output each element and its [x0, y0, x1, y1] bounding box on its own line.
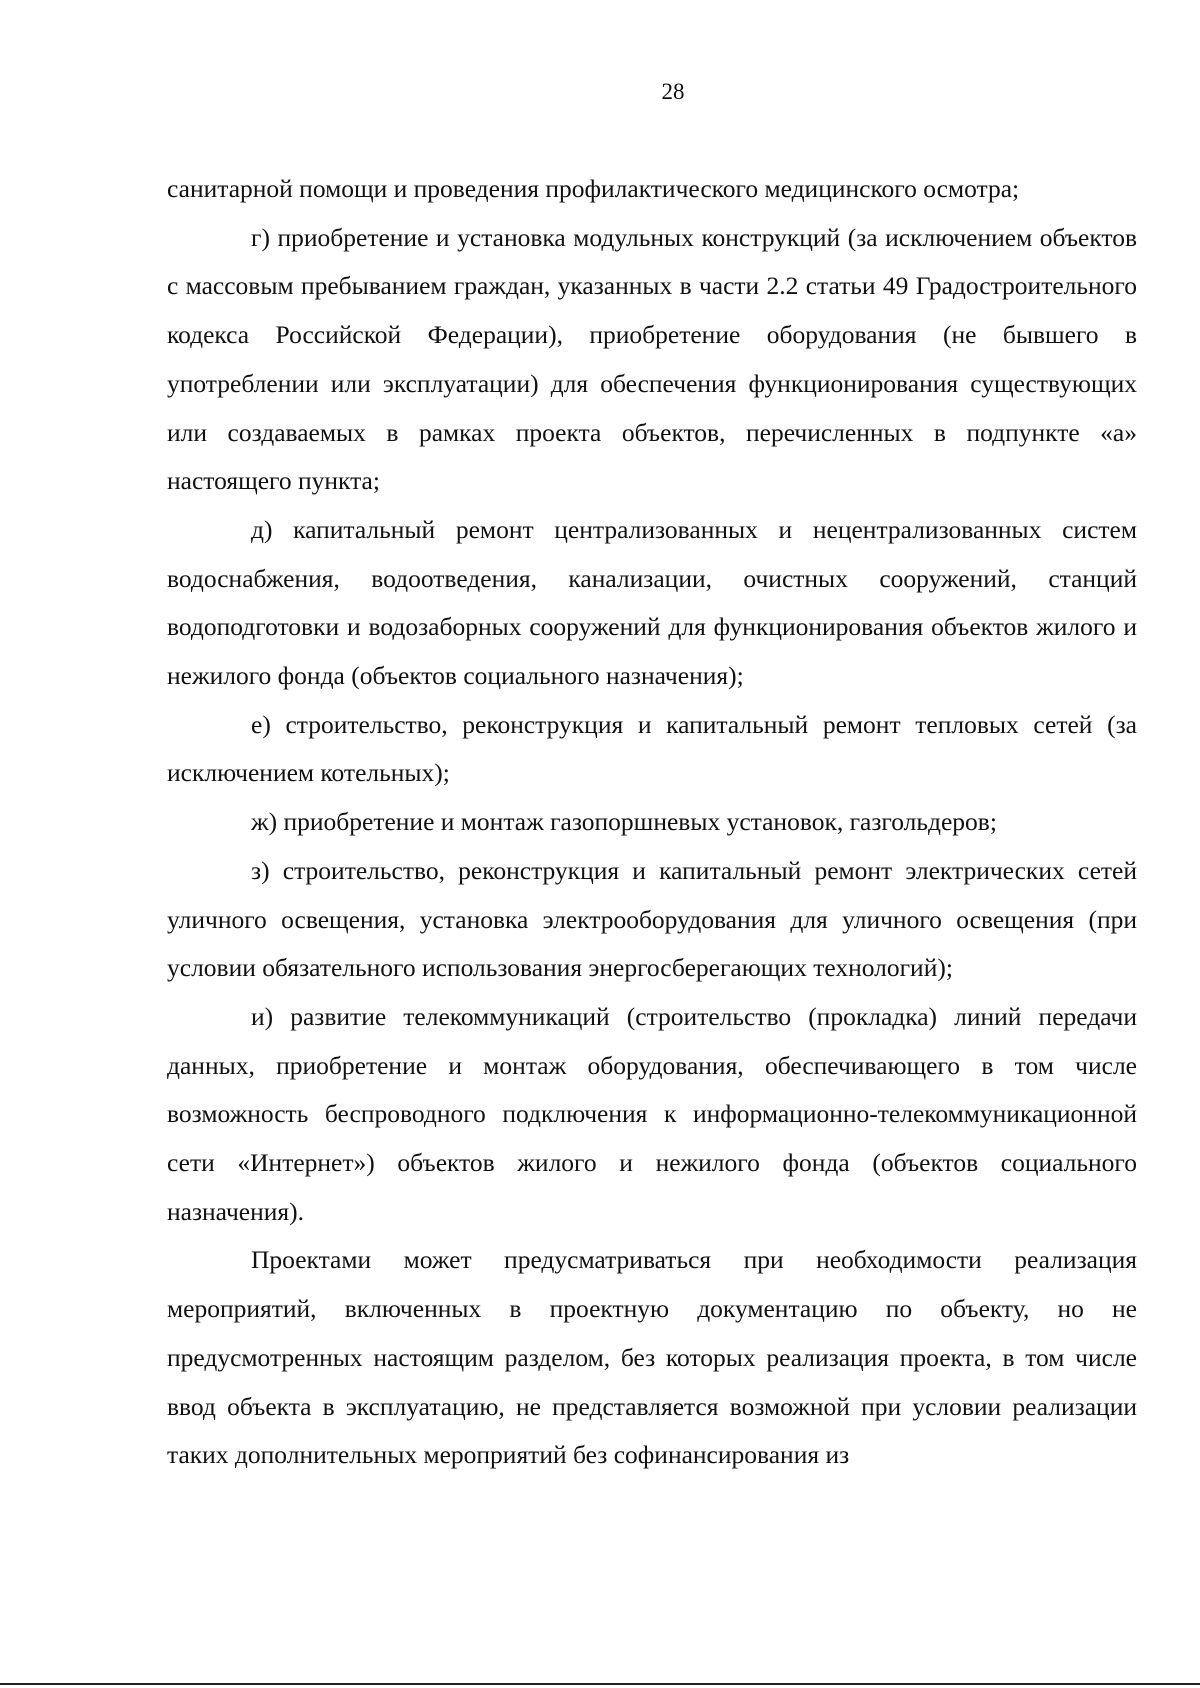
paragraph-item-g: г) приобретение и установка модульных конструкций (за исключением объектов с массовым пребыванием граждан, указанных в части 2.2 статьи 49 Градостроительного кодекса Российской Федерации), приобретение оборудования (не бывшего в употреблении или эксплуатации) для обеспечения функционирования существующих или создаваемых в рамках проекта объектов, перечисленных в подпункте «а» настоящего пункта; [167, 222, 1137, 496]
paragraph-item-zh: ж) приобретение и монтаж газопоршневых установок, газгольдеров; [251, 807, 997, 837]
paragraph-item-e: е) строительство, реконструкция и капитальный ремонт тепловых сетей (за исключением котельных); [167, 709, 1137, 788]
paragraph-item-i: и) развитие телекоммуникаций (строительство (прокладка) линий передачи данных, приобретение и монтаж оборудования, обеспечивающего в том числе возможность беспроводного подключения к информационно-телекоммуникационной сети «Интернет») объектов жилого и нежилого фонда (объектов социального назначения). [167, 1001, 1137, 1226]
paragraph-item-z: з) строительство, реконструкция и капитальный ремонт электрических сетей уличного освещения, установка электрооборудования для уличного освещения (при условии обязательного использования энергосберегающих технологий); [167, 855, 1137, 983]
document-body [167, 165, 1137, 1480]
paragraph-continuation: санитарной помощи и проведения профилактического медицинского осмотра; [167, 174, 1020, 203]
paragraph-projects: Проектами может предусматриваться при необходимости реализация мероприятий, включенных в проектную документацию по объекту, но не предусмотренных настоящим разделом, без которых реализация проекта, в том числе ввод объекта в эксплуатацию, не представляется возможной при условии реализации таких дополнительных мероприятий без софинансирования из [167, 1245, 1137, 1470]
paragraph-item-d: д) капитальный ремонт централизованных и нецентрализованных систем водоснабжения, водоотведения, канализации, очистных сооружений, станций водоподготовки и водозаборных сооружений для функционирования объектов жилого и нежилого фонда (объектов социального назначения); [167, 514, 1137, 691]
bottom-rule [0, 1683, 1200, 1685]
page-number: 28 [661, 79, 685, 104]
